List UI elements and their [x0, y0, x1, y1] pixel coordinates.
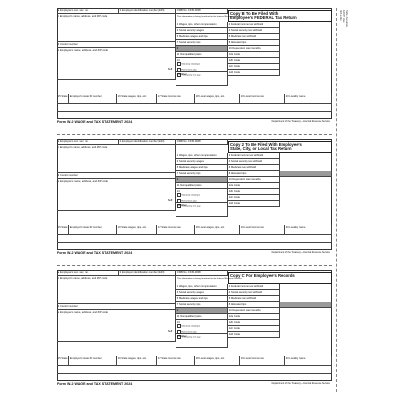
state-row-2[interactable]: [57, 104, 332, 112]
field-label: 5 Medicare wages and tips: [176, 165, 208, 169]
field-label: 2 Federal income tax withheld: [228, 284, 264, 288]
field-label: c Employer's name, address, and ZIP code: [57, 276, 108, 280]
w2-copy-c: [57, 270, 332, 388]
copy-title: Copy C For Employee's Records: [230, 272, 295, 278]
field-label: 13: [176, 320, 180, 324]
field-label: 4 Social security tax withheld: [228, 290, 263, 294]
department-label: Department of the Treasury—Internal Revenue Service: [271, 120, 330, 124]
field-label: 6 Medicare tax withheld: [228, 34, 257, 38]
field-label: 20 Locality name: [285, 225, 306, 229]
box-20-locality[interactable]: [285, 356, 332, 366]
form-footer: [57, 250, 332, 257]
employee-name-address-field[interactable]: [57, 177, 179, 211]
field-label: 12b Code: [228, 320, 241, 324]
field-label: 19 Local income tax: [240, 225, 264, 229]
state-row-2[interactable]: [57, 235, 332, 243]
form-footer: [57, 119, 332, 126]
irs-note: This information is being furnished to the Internal Revenue Service.: [177, 278, 243, 280]
field-label: 3 Social security wages: [176, 28, 204, 32]
employer-state-id[interactable]: [69, 356, 117, 366]
field-label: 11 Nonqualified plans: [176, 52, 202, 56]
field-label: 11 Nonqualified plans: [176, 314, 202, 318]
field-label: 8 Allocated tips: [228, 40, 247, 44]
field-label: 8 Allocated tips: [228, 171, 247, 175]
omb-number[interactable]: [176, 139, 228, 145]
field-label: 2 Federal income tax withheld: [228, 153, 264, 157]
field-label: 9: [176, 177, 179, 181]
side-perforation: [336, 8, 337, 392]
field-label: 13: [176, 189, 180, 193]
option-label: Statutory employee: [181, 326, 201, 329]
employee-name-address-field[interactable]: [57, 308, 179, 342]
option-label: Third-party sick pay: [181, 206, 201, 209]
side-text-line: FAST! Use: [342, 10, 345, 23]
omb-number[interactable]: [176, 8, 228, 14]
copy-title: Copy 2 To Be Filed With Employee's: [230, 141, 302, 147]
field-label: 2 Federal income tax withheld: [228, 22, 264, 26]
field-label: 12c Code: [228, 64, 240, 68]
irs-note: This information is being furnished to the Internal Revenue Service.: [177, 16, 243, 18]
field-label: 14 Other: [176, 203, 187, 207]
box-15-state[interactable]: [57, 225, 69, 235]
box-16-state-wages[interactable]: [117, 356, 157, 366]
field-label: 17 State income tax: [157, 356, 181, 360]
field-label: 5 Medicare wages and tips: [176, 34, 208, 38]
copy-subtitle: State, City, or Local Tax Return: [230, 146, 292, 152]
field-label: a Employee's soc. sec. no.: [57, 8, 89, 12]
field-label: 10 Dependent care benefits: [228, 177, 261, 181]
field-label: d Control number: [57, 304, 78, 308]
field-label: e Employee's name, address, and ZIP code: [57, 179, 108, 183]
field-label: a Employee's soc. sec. no.: [57, 139, 89, 143]
employee-name-address-field[interactable]: [57, 46, 179, 80]
department-label: Department of the Treasury—Internal Revenue Service: [271, 251, 330, 255]
box-13-option[interactable]: [177, 62, 226, 67]
employer-name-address-field[interactable]: [57, 145, 176, 173]
box-12d[interactable]: [228, 332, 280, 338]
field-label: 3 Social security wages: [176, 159, 204, 163]
w2-form-sheet: [57, 8, 332, 392]
field-label: 9: [176, 308, 179, 312]
field-label: 12c Code: [228, 326, 240, 330]
box-13-option[interactable]: [177, 193, 226, 198]
field-label: 14 Other: [176, 72, 187, 76]
field-label: 14 Other: [176, 334, 187, 338]
copy-title-box: [228, 141, 332, 153]
box-12d[interactable]: [228, 70, 280, 76]
side-margin-text: [340, 10, 390, 70]
field-label: d Control number: [57, 173, 78, 177]
field-label: 15 State: [57, 94, 68, 98]
form-name: Form W-2 WAGE and TAX STATEMENT 2024: [57, 120, 133, 124]
field-label: e Employee's name, address, and ZIP code: [57, 48, 108, 52]
w2-copy-b: [57, 8, 332, 126]
field-label: 12d Code: [228, 201, 241, 205]
option-label: Statutory employee: [181, 195, 201, 198]
field-label: 4 Social security tax withheld: [228, 28, 263, 32]
employer-state-id[interactable]: [69, 94, 117, 104]
shaded-box: [280, 171, 332, 177]
suffix-label: Suff.: [167, 330, 173, 333]
field-label: Employer's state ID number: [69, 356, 102, 360]
field-label: b Employer identification number (EIN): [119, 270, 165, 274]
box-19-local-tax[interactable]: [240, 356, 285, 366]
field-label: 15 State: [57, 225, 68, 229]
w2-copy-2: [57, 139, 332, 257]
side-text-line: Safe, Accurate,: [345, 10, 348, 28]
field-label: Employer's state ID number: [69, 225, 102, 229]
option-label: Retirement plan: [181, 200, 197, 203]
field-label: 7 Social security tips: [176, 171, 201, 175]
field-label: Employer's state ID number: [69, 94, 102, 98]
option-label: Retirement plan: [181, 331, 197, 334]
field-label: 17 State income tax: [157, 225, 181, 229]
field-label: 9: [176, 46, 179, 50]
field-label: b Employer identification number (EIN): [119, 8, 165, 12]
field-label: a Employee's soc. sec. no.: [57, 270, 89, 274]
box-15-state[interactable]: [57, 356, 69, 366]
perforation-line: [57, 134, 332, 135]
field-label: 18 Local wages, tips, etc.: [195, 94, 225, 98]
box-17-state-tax[interactable]: [157, 94, 195, 104]
copy-title-box: [228, 272, 332, 284]
box-17-state-tax[interactable]: [157, 225, 195, 235]
field-label: b Employer identification number (EIN): [119, 139, 165, 143]
field-label: 16 State wages, tips, etc.: [117, 94, 147, 98]
box-19-local-tax[interactable]: [240, 94, 285, 104]
field-label: 13: [176, 58, 180, 62]
field-label: 18 Local wages, tips, etc.: [195, 225, 225, 229]
suffix-label: Suff.: [167, 199, 173, 202]
box-13-option[interactable]: [177, 324, 226, 329]
field-label: 12b Code: [228, 58, 241, 62]
field-label: 16 State wages, tips, etc.: [117, 225, 147, 229]
field-label: e Employee's name, address, and ZIP code: [57, 310, 108, 314]
field-label: OMB No. 1545-0008: [176, 139, 201, 143]
field-label: 6 Medicare tax withheld: [228, 296, 257, 300]
field-label: 8 Allocated tips: [228, 302, 247, 306]
shaded-box: [280, 302, 332, 308]
field-label: 19 Local income tax: [240, 356, 264, 360]
copy-title-box: [228, 10, 332, 22]
form-name: Form W-2 WAGE and TAX STATEMENT 2024: [57, 251, 133, 255]
box-18-local-wages[interactable]: [195, 94, 240, 104]
field-label: 6 Medicare tax withheld: [228, 165, 257, 169]
field-label: 17 State income tax: [157, 94, 181, 98]
box-20-locality[interactable]: [285, 225, 332, 235]
side-text-line: IRS e-file: [339, 10, 342, 21]
state-row-2[interactable]: [57, 366, 332, 374]
field-label: 7 Social security tips: [176, 302, 201, 306]
box-15-state[interactable]: [57, 94, 69, 104]
field-label: 10 Dependent care benefits: [228, 308, 261, 312]
option-label: Third-party sick pay: [181, 75, 201, 78]
perforation-line: [57, 265, 332, 266]
field-label: OMB No. 1545-0008: [176, 8, 201, 12]
box-18-local-wages[interactable]: [195, 356, 240, 366]
field-label: c Employer's name, address, and ZIP code: [57, 14, 108, 18]
field-label: 12c Code: [228, 195, 240, 199]
field-label: 1 Wages, tips, other compensation: [176, 284, 217, 288]
field-label: 4 Social security tax withheld: [228, 159, 263, 163]
box-16-state-wages[interactable]: [117, 225, 157, 235]
copy-title: Copy B To Be Filed With: [230, 10, 279, 16]
field-label: 1 Wages, tips, other compensation: [176, 22, 217, 26]
field-label: 19 Local income tax: [240, 94, 264, 98]
field-label: 3 Social security wages: [176, 290, 204, 294]
field-label: c Employer's name, address, and ZIP code: [57, 145, 108, 149]
employer-state-id[interactable]: [69, 225, 117, 235]
suffix-label: Suff.: [167, 68, 173, 71]
option-label: Retirement plan: [181, 69, 197, 72]
option-label: Third-party sick pay: [181, 337, 201, 340]
employer-name-address-field[interactable]: [57, 276, 176, 304]
form-name: Form W-2 WAGE and TAX STATEMENT 2024: [57, 382, 133, 386]
field-label: 20 Locality name: [285, 94, 306, 98]
field-label: 1 Wages, tips, other compensation: [176, 153, 217, 157]
department-label: Department of the Treasury—Internal Revenue Service: [271, 382, 330, 386]
field-label: 12a Code: [228, 183, 241, 187]
field-label: 18 Local wages, tips, etc.: [195, 356, 225, 360]
field-label: 5 Medicare wages and tips: [176, 296, 208, 300]
field-label: 11 Nonqualified plans: [176, 183, 202, 187]
field-label: d Control number: [57, 42, 78, 46]
box-20-locality[interactable]: [285, 94, 332, 104]
field-label: 12d Code: [228, 332, 241, 336]
field-label: 12d Code: [228, 70, 241, 74]
employer-name-address-field[interactable]: [57, 14, 176, 42]
field-label: 12a Code: [228, 314, 241, 318]
field-label: 20 Locality name: [285, 356, 306, 360]
form-footer: [57, 381, 332, 388]
copy-subtitle: Employee's FEDERAL Tax Return: [230, 15, 297, 21]
field-label: 7 Social security tips: [176, 40, 201, 44]
box-16-state-wages[interactable]: [117, 94, 157, 104]
field-label: 15 State: [57, 356, 68, 360]
field-label: 12b Code: [228, 189, 241, 193]
field-label: OMB No. 1545-0008: [176, 270, 201, 274]
omb-number[interactable]: [176, 270, 228, 276]
field-label: 10 Dependent care benefits: [228, 46, 261, 50]
box-12d[interactable]: [228, 201, 280, 207]
box-19-local-tax[interactable]: [240, 225, 285, 235]
box-18-local-wages[interactable]: [195, 225, 240, 235]
field-label: 12a Code: [228, 52, 241, 56]
option-label: Statutory employee: [181, 64, 201, 67]
box-17-state-tax[interactable]: [157, 356, 195, 366]
field-label: 16 State wages, tips, etc.: [117, 356, 147, 360]
